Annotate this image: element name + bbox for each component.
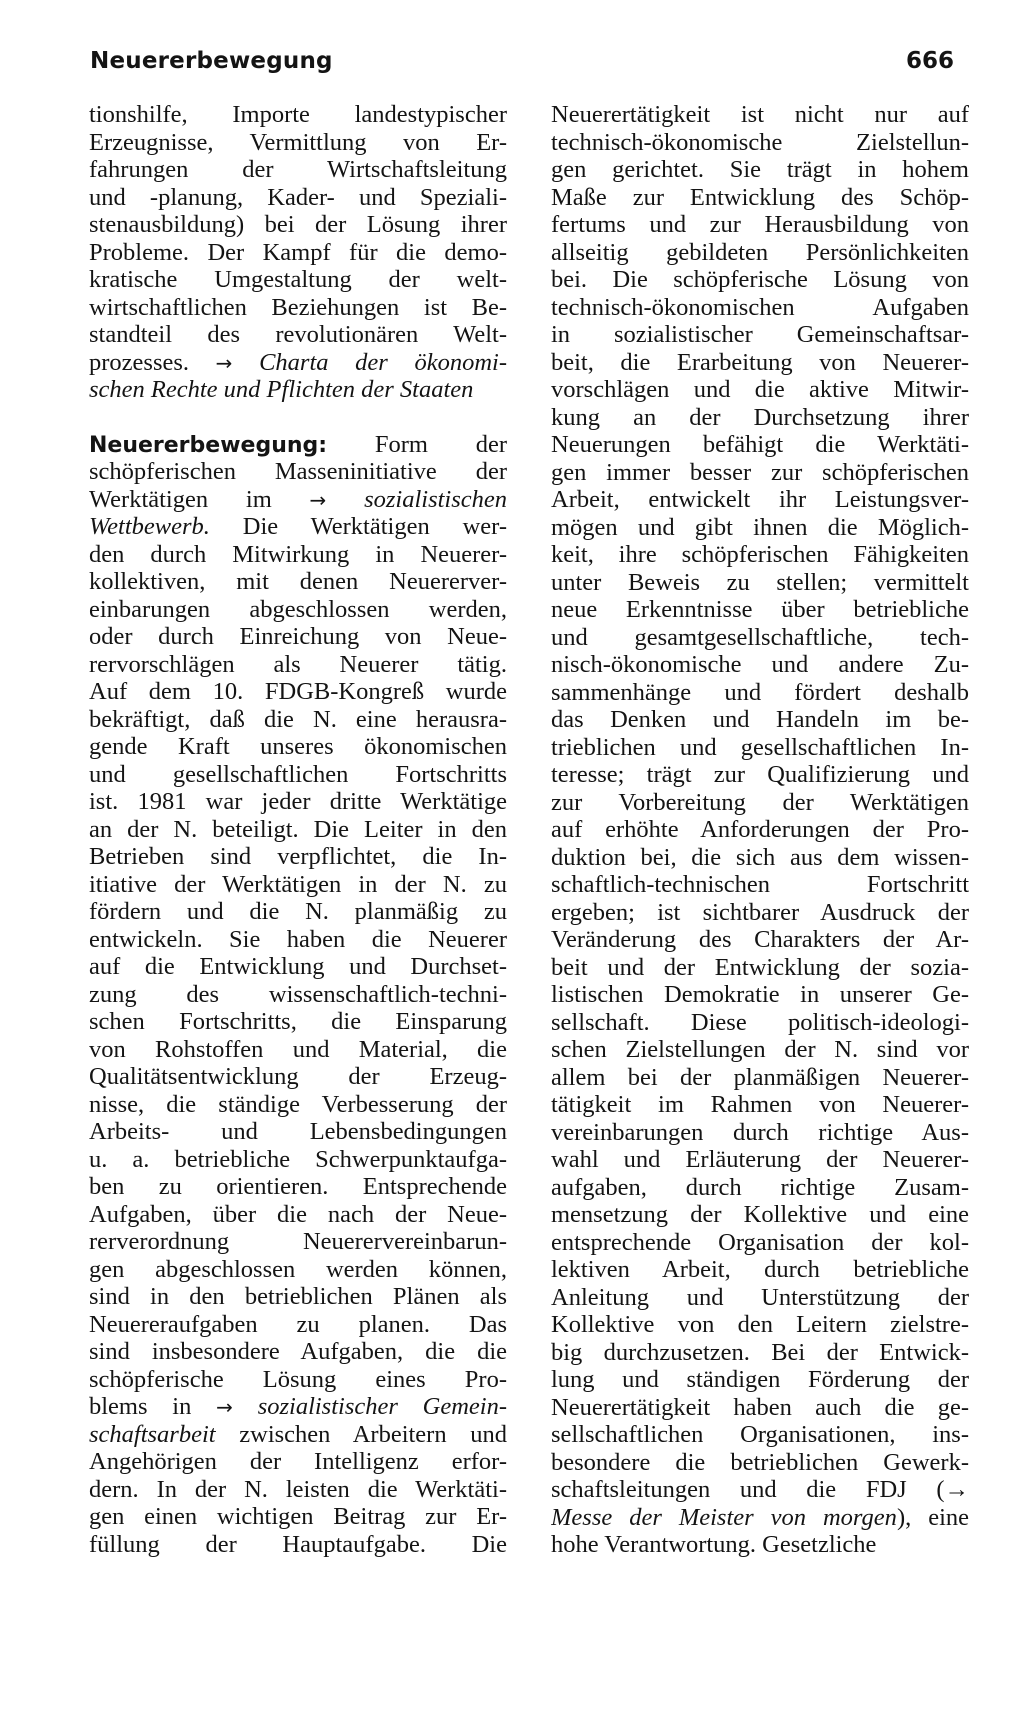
text-line: Probleme. Der Kampf für die demo-: [89, 238, 507, 266]
left-column: [89, 101, 507, 1558]
text-line: Neuerungen befähigt die Werktäti-: [551, 431, 969, 458]
cross-reference-charta-continued[interactable]: schen Rechte und Pflichten der Staaten: [89, 376, 474, 403]
text-line: dern. In der N. leisten die Werktäti-: [89, 1475, 507, 1503]
text-line: oder durch Einreichung von Neue-: [89, 623, 507, 650]
text-line: Betrieben sind verpflichtet, die In-: [89, 843, 507, 870]
text-line: tätigkeit im Rahmen von Neuerer-: [551, 1091, 969, 1118]
text-line: Maße zur Entwicklung des Schöp-: [551, 183, 969, 211]
arrow-right-icon: →: [309, 487, 327, 512]
text-line: u. a. betriebliche Schwerpunktaufga-: [89, 1145, 507, 1173]
entry-neuererbewegung: [89, 431, 507, 1559]
text-line: füllung der Hauptaufgabe. Die: [89, 1530, 507, 1558]
text-line: Angehörigen der Intelligenz erfor-: [89, 1448, 507, 1475]
text-line: rervorschlägen als Neuerer tätig.: [89, 650, 507, 678]
text-line: aufgaben, durch richtige Zusam-: [551, 1173, 969, 1201]
text-line: fahrungen der Wirtschaftsleitung: [89, 156, 507, 183]
text-line: sind insbesondere Aufgaben, die die: [89, 1338, 507, 1365]
text-line: fördern und die N. planmäßig zu: [89, 898, 507, 925]
page-number: 666: [905, 48, 954, 74]
text-line: allem bei der planmäßigen Neuerer-: [551, 1063, 969, 1091]
text-line: den durch Mitwirkung in Neuerer-: [89, 540, 507, 568]
text-line: ist. 1981 war jeder dritte Werktätige: [89, 788, 507, 815]
cross-reference-messe[interactable]: Messe der Meister von morgen: [551, 1503, 897, 1531]
text-line: gen einen wichtigen Beitrag zur Er-: [89, 1503, 507, 1530]
text-line: nisch-ökonomische und andere Zu-: [551, 651, 969, 678]
text-line: gen immer besser zur schöpferischen: [551, 458, 969, 486]
text-line: gende Kraft unseres ökonomischen: [89, 733, 507, 760]
text-line: entsprechende Organisation der kol-: [551, 1228, 969, 1256]
text-line: Auf dem 10. FDGB-Kongreß wurde: [89, 678, 507, 705]
text-line: allseitig gebildeten Persönlichkeiten: [551, 238, 969, 266]
cross-reference-line: Wettbewerb. Die Werktätigen wer-: [89, 513, 507, 540]
text-line: schaftlich-technischen Fortschritt: [551, 871, 969, 898]
text-line: listischen Demokratie in unserer Ge-: [551, 981, 969, 1008]
entry-separator: [89, 404, 507, 431]
text-line: standteil des revolutionären Welt-: [89, 321, 507, 348]
text-line: bei. Die schöpferische Lösung von: [551, 266, 969, 293]
text-line: mögen und gibt ihnen die Möglich-: [551, 513, 969, 541]
text-line: ben zu orientieren. Entsprechende: [89, 1173, 507, 1200]
text-line: an der N. beteiligt. Die Leiter in den: [89, 815, 507, 843]
text-line: Neuerertätigkeit haben auch die ge-: [551, 1393, 969, 1421]
cross-reference-gemeinschaftsarbeit-continued[interactable]: schaftsarbeit: [89, 1420, 216, 1448]
text-line: in sozialistischer Gemeinschaftsar-: [551, 321, 969, 348]
text-line: schen Fortschritts, die Einsparung: [89, 1008, 507, 1035]
entry-headword: Neuererbewegung:: [89, 432, 328, 458]
text-line: duktion bei, die sich aus dem wissen-: [551, 843, 969, 871]
cross-reference-wettbewerb-continued[interactable]: Wettbewerb.: [89, 513, 210, 540]
text-line: vorschlägen und die aktive Mitwir-: [551, 376, 969, 403]
text-line: von Rohstoffen und Material, die: [89, 1035, 507, 1063]
cross-reference-wettbewerb[interactable]: sozialistischen: [364, 485, 507, 513]
text-line: Qualitätsentwicklung der Erzeug-: [89, 1063, 507, 1090]
cross-reference-line: prozesses. → Charta der ökonomi-: [89, 348, 507, 376]
right-column: [551, 101, 969, 1559]
text-line: itiative der Werktätigen in der N. zu: [89, 870, 507, 898]
text-line: zur Vorbereitung der Werktätigen: [551, 788, 969, 816]
text-line: sellschaft. Diese politisch-ideologi-: [551, 1008, 969, 1036]
arrow-right-icon: →: [215, 350, 233, 375]
text-line: beit und der Entwicklung der sozia-: [551, 953, 969, 981]
text-line: teresse; trägt zur Qualifizierung und: [551, 761, 969, 788]
text-line: technisch-ökonomischen Aufgaben: [551, 293, 969, 321]
text-line: wirtschaftlichen Beziehungen ist Be-: [89, 293, 507, 321]
text-line: besondere die betrieblichen Gewerk-: [551, 1448, 969, 1476]
text-line: bekräftigt, daß die N. eine herausra-: [89, 705, 507, 733]
text-line: sind in den betrieblichen Plänen als: [89, 1283, 507, 1310]
text-line: vereinbarungen durch richtige Aus-: [551, 1118, 969, 1146]
text-line: lung und ständigen Förderung der: [551, 1366, 969, 1393]
text-line: sellschaftlichen Organisationen, ins-: [551, 1421, 969, 1448]
cross-reference-line: [89, 376, 507, 404]
text-line: gen abgeschlossen werden können,: [89, 1255, 507, 1283]
text-line: technisch-ökonomische Zielstellun-: [551, 128, 969, 156]
cross-reference-charta[interactable]: Charta der ökonomi-: [259, 348, 507, 376]
text-line: kung an der Durchsetzung ihrer: [551, 403, 969, 431]
text-line: trieblichen und gesellschaftlichen In-: [551, 733, 969, 761]
text-line: lektiven Arbeit, durch betriebliche: [551, 1256, 969, 1283]
text-line: stenausbildung) bei der Lösung ihrer: [89, 211, 507, 238]
previous-entry-continuation: [89, 101, 507, 404]
text-line: Erzeugnisse, Vermittlung von Er-: [89, 128, 507, 156]
cross-reference-line: schaftsarbeit zwischen Arbeitern und: [89, 1420, 507, 1448]
text-line: Anleitung und Unterstützung der: [551, 1283, 969, 1311]
text-line: und -planung, Kader- und Speziali-: [89, 183, 507, 211]
text-line: schaftsleitungen und die FDJ (→: [551, 1476, 969, 1503]
cross-reference-line: Messe der Meister von morgen), eine: [551, 1503, 969, 1531]
cross-reference-gemeinschaftsarbeit[interactable]: sozialistischer Gemein-: [257, 1393, 507, 1420]
text-line: gen gerichtet. Sie trägt in hohem: [551, 156, 969, 183]
text-line: Neuerertätigkeit ist nicht nur auf: [551, 101, 969, 128]
text-line: wahl und Erläuterung der Neuerer-: [551, 1146, 969, 1173]
cross-reference-line: blems in → sozialistischer Gemein-: [89, 1393, 507, 1420]
text-line: schen Zielstellungen der N. sind vor: [551, 1036, 969, 1063]
text-line: Kollektive von den Leitern zielstre-: [551, 1311, 969, 1338]
text-line: und gesamtgesellschaftliche, tech-: [551, 623, 969, 651]
arrow-right-icon: →: [216, 1395, 233, 1419]
entry-first-line: Neuererbewegung: Form der: [89, 430, 507, 458]
text-line: Arbeits- und Lebensbedingungen: [89, 1118, 507, 1145]
text-line: entwickeln. Sie haben die Neuerer: [89, 925, 507, 953]
text-line: beit, die Erarbeitung von Neuerer-: [551, 348, 969, 376]
text-line: Aufgaben, über die nach der Neue-: [89, 1200, 507, 1228]
text-line: nisse, die ständige Verbesserung der: [89, 1090, 507, 1118]
text-line: hohe Verantwortung. Gesetzliche: [551, 1531, 877, 1558]
text-line: auf erhöhte Anforderungen der Pro-: [551, 816, 969, 843]
text-line: kollektiven, mit denen Neuererver-: [89, 568, 507, 595]
text-line: kratische Umgestaltung der welt-: [89, 266, 507, 293]
cross-reference-line: Werktätigen im → sozialistischen: [89, 485, 507, 513]
text-line: Neuereraufgaben zu planen. Das: [89, 1310, 507, 1338]
text-line: ergeben; ist sichtbarer Ausdruck der: [551, 898, 969, 926]
text-line: fertums und zur Herausbildung von: [551, 211, 969, 238]
text-line: Arbeit, entwickelt ihr Leistungsver-: [551, 486, 969, 513]
text-line: auf die Entwicklung und Durchset-: [89, 953, 507, 980]
text-line: keit, ihre schöpferischen Fähigkeiten: [551, 541, 969, 568]
text-line: das Denken und Handeln im be-: [551, 706, 969, 733]
text-line: schöpferischen Masseninitiative der: [89, 458, 507, 485]
text-line: unter Beweis zu stellen; vermittelt: [551, 568, 969, 596]
text-line: rerverordnung Neuerervereinbarun-: [89, 1228, 507, 1255]
text-line: big durchzusetzen. Bei der Entwick-: [551, 1338, 969, 1366]
text-line: schöpferische Lösung eines Pro-: [89, 1365, 507, 1393]
page-header: [90, 48, 954, 88]
text-line: mensetzung der Kollektive und eine: [551, 1201, 969, 1228]
text-line: einbarungen abgeschlossen werden,: [89, 595, 507, 623]
text-line: Veränderung des Charakters der Ar-: [551, 926, 969, 953]
text-line: tionshilfe, Importe landestypischer: [89, 101, 507, 128]
running-title: Neuererbewegung: [90, 48, 333, 74]
text-line: zung des wissenschaftlich-techni-: [89, 980, 507, 1008]
text-line: sammenhänge und fördert deshalb: [551, 678, 969, 706]
text-line: neue Erkenntnisse über betriebliche: [551, 596, 969, 623]
text-line: und gesellschaftlichen Fortschritts: [89, 760, 507, 788]
